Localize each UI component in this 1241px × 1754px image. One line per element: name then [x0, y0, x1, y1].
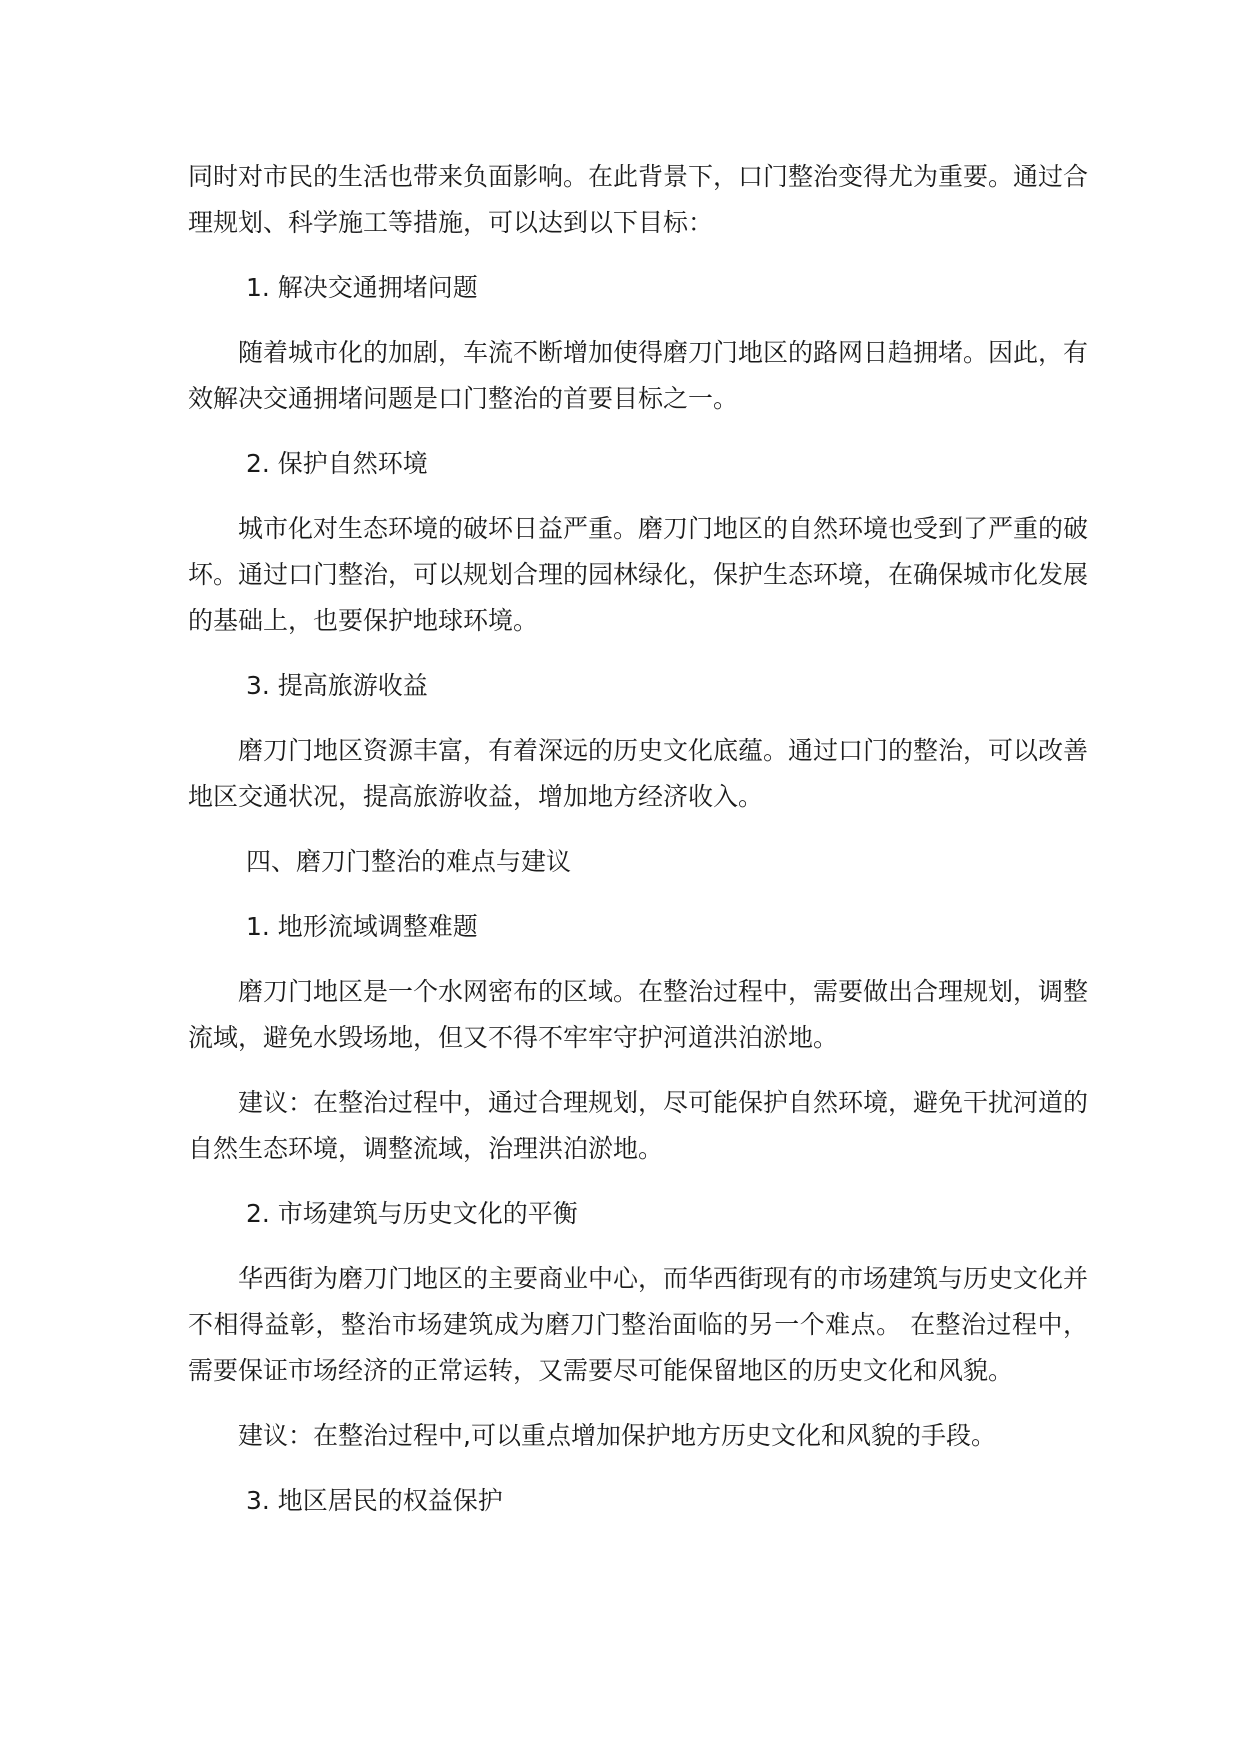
section-heading-difficulties: 四、磨刀门整治的难点与建议	[246, 847, 572, 876]
heading-environment: 2. 保护自然环境	[246, 449, 428, 478]
heading-tourism: 3. 提高旅游收益	[246, 671, 428, 700]
paragraph-tourism: 磨刀门地区资源丰富，有着深远的历史文化底蕴。通过口门的整治，可以改善地区交通状况，提高旅游收益，增加地方经济收入。	[188, 736, 1089, 811]
paragraph-intro: 同时对市民的生活也带来负面影响。在此背景下，口门整治变得尤为重要。通过合理规划、科学施工等措施，可以达到以下目标：	[188, 162, 1089, 237]
paragraph-terrain: 磨刀门地区是一个水网密布的区域。在整治过程中，需要做出合理规划，调整流域，避免水毁场地，但又不得不牢牢守护河道洪泊淤地。	[188, 977, 1089, 1052]
paragraph-environment: 城市化对生态环境的破坏日益严重。磨刀门地区的自然环境也受到了严重的破坏。通过口门整治，可以规划合理的园林绿化，保护生态环境，在确保城市化发展的基础上，也要保护地球环境。	[188, 514, 1089, 635]
paragraph-traffic: 随着城市化的加剧，车流不断增加使得磨刀门地区的路网日趋拥堵。因此，有效解决交通拥堵问题是口门整治的首要目标之一。	[188, 338, 1089, 413]
heading-market-culture: 2. 市场建筑与历史文化的平衡	[246, 1199, 578, 1228]
paragraph-market-culture: 华西街为磨刀门地区的主要商业中心，而华西街现有的市场建筑与历史文化并不相得益彰，整治市场建筑成为磨刀门整治面临的另一个难点。 在整治过程中，需要保证市场经济的正常运转，又需要尽可能保留地区的历史文化和风貌。	[188, 1264, 1089, 1385]
heading-traffic: 1. 解决交通拥堵问题	[246, 273, 478, 302]
document-body	[188, 154, 1088, 1543]
heading-residents-rights: 3. 地区居民的权益保护	[246, 1486, 503, 1515]
paragraph-terrain-suggestion: 建议：在整治过程中，通过合理规划，尽可能保护自然环境，避免干扰河道的自然生态环境，调整流域，治理洪泊淤地。	[188, 1088, 1089, 1163]
paragraph-market-suggestion: 建议：在整治过程中,可以重点增加保护地方历史文化和风貌的手段。	[238, 1421, 996, 1450]
heading-terrain: 1. 地形流域调整难题	[246, 912, 478, 941]
